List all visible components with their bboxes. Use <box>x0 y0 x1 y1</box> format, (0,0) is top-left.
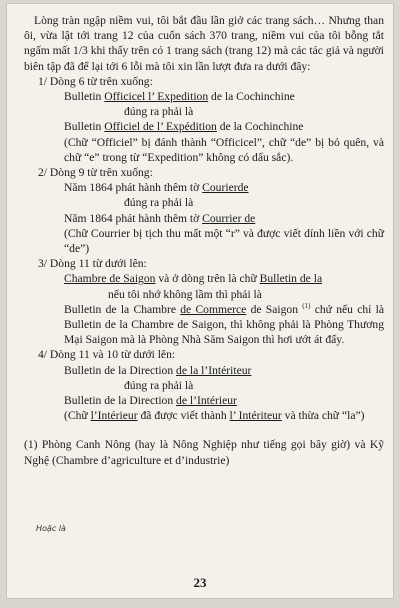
section-1-heading: 1/ Dòng 6 từ trên xuống: <box>38 74 153 88</box>
section-1-note: (Chữ “Officiel” bị đánh thành “Officicel”, chữ “de” bị bỏ quên, và chữ “e” trong từ “Expedition” không có dấu sắc). <box>64 135 384 164</box>
page-content <box>24 13 384 468</box>
section-1-wrong: Bulletin Officicel l’ Expedition de la Cochinchine <box>64 90 295 104</box>
page-number: 23 <box>193 575 207 590</box>
section-2-note: (Chữ Courrier bị tịch thu mất một “r” và được viết dính liền với chữ “de”) <box>64 226 384 256</box>
intro-paragraph: Lòng tràn ngập niềm vui, tôi bắt đầu lần giở các trang sách… Nhưng than ôi, vừa lật tới trang 12 của cuốn sách 370 trang, niềm vui của tôi bỗng tắt ngấm mất 1/3 khi thấy trên có 1 trang sách (trang 12) mà các tác giả và người biên tập đã để lại tới 6 lỗi mà tôi xin lần lượt đưa ra dưới đây: <box>24 14 384 73</box>
section-4-note: (Chữ l’Intérieur đã được viết thành l’ Intériteur và thừa chữ “la”) <box>64 409 365 423</box>
section-1-right: Bulletin Officiel de l’ Expédition de la Cochinchine <box>64 120 304 134</box>
section-3-line-2: nếu tôi nhớ không lầm thì phải là <box>108 287 262 301</box>
section-1-correct-label: đúng ra phải là <box>124 105 194 119</box>
section-2-correct-label: đúng ra phải là <box>124 196 194 210</box>
section-2-wrong: Năm 1864 phát hành thêm tờ Courierde <box>64 181 249 195</box>
section-3-body: Bulletin de la Chambre de Commerce de Saigon $^{(1)}$ chứ nếu chỉ là Bulletin de la Chambre de Saigon, thì không phải là Phòng Thương Mại Saigon mà là Phòng Nhà Săm Saigon thì hơi ướt át đấy. <box>64 302 384 347</box>
section-2-heading: 2/ Dòng 9 từ trên xuống: <box>38 166 153 180</box>
footnote: (1) Phòng Canh Nông (hay là Nông Nghiệp như tiếng gọi bây giờ) và Kỹ Nghệ (Chambre d’agriculture et d’industrie) <box>24 438 384 467</box>
spacer <box>24 423 384 437</box>
section-2-right: Năm 1864 phát hành thêm tờ Courrier de <box>64 211 256 225</box>
section-3-heading: 3/ Dòng 11 từ dưới lên: <box>38 257 147 271</box>
section-4-wrong: Bulletin de la Direction de la l’Intériteur <box>64 363 252 377</box>
section-4-right: Bulletin de la Direction de l’Intérieur <box>64 394 237 408</box>
section-3-line-1: Chambre de Saigon và ở dòng trên là chữ Bulletin de la <box>64 272 323 286</box>
book-page <box>6 3 394 599</box>
handwritten-note: Hoặc là <box>36 524 66 533</box>
section-4-correct-label: đúng ra phải là <box>124 378 194 392</box>
section-4-heading: 4/ Dòng 11 và 10 từ dưới lên: <box>38 348 176 362</box>
